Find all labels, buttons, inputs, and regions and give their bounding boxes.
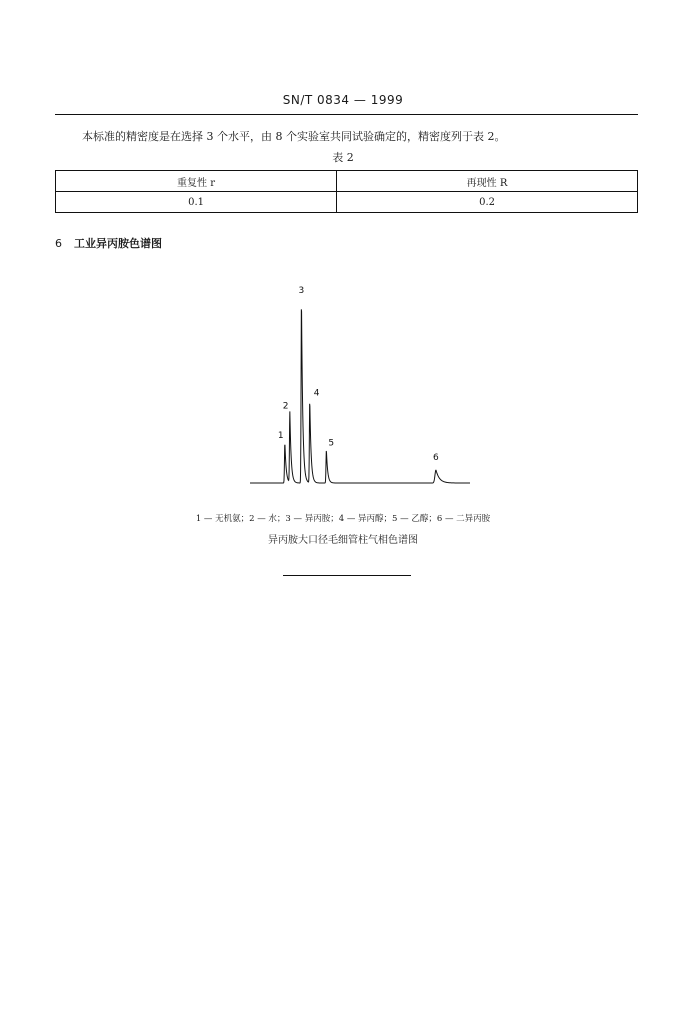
column-header-repeatability: 重复性 r bbox=[56, 171, 337, 192]
table-header-row bbox=[56, 171, 638, 192]
repeatability-value: 0.1 bbox=[56, 192, 337, 213]
section-title: 工业异丙胺色谱图 bbox=[74, 237, 162, 250]
header-rule bbox=[55, 114, 638, 115]
chromatogram-figure bbox=[230, 285, 480, 495]
section-number: 6 bbox=[55, 237, 62, 250]
figure-caption: 异丙胺大口径毛细管柱气相色谱图 bbox=[268, 535, 418, 546]
standard-code: SN/T 0834 — 1999 bbox=[282, 93, 404, 107]
reproducibility-value: 0.2 bbox=[337, 192, 638, 213]
peak-label-5: 5 bbox=[328, 438, 335, 449]
table-caption: 表 2 bbox=[332, 151, 354, 164]
figure-legend: 1 — 无机氨；2 — 水；3 — 异丙胺；4 — 异丙醇；5 — 乙醇；6 — 二异丙胺 bbox=[195, 514, 491, 524]
section-heading bbox=[55, 235, 162, 251]
end-rule bbox=[283, 575, 411, 576]
peak-label-1: 1 bbox=[277, 431, 284, 442]
peak-label-2: 2 bbox=[282, 401, 289, 412]
peak-label-4: 4 bbox=[313, 388, 320, 399]
peak-label-6: 6 bbox=[433, 453, 439, 463]
peak-label-3: 3 bbox=[298, 286, 305, 296]
precision-paragraph: 本标准的精密度是在选择 3 个水平，由 8 个实验室共同试验确定的，精密度列于表 2。 bbox=[82, 130, 506, 143]
precision-table bbox=[55, 170, 638, 213]
column-header-reproducibility: 再现性 R bbox=[337, 171, 638, 192]
table-row bbox=[56, 192, 638, 213]
